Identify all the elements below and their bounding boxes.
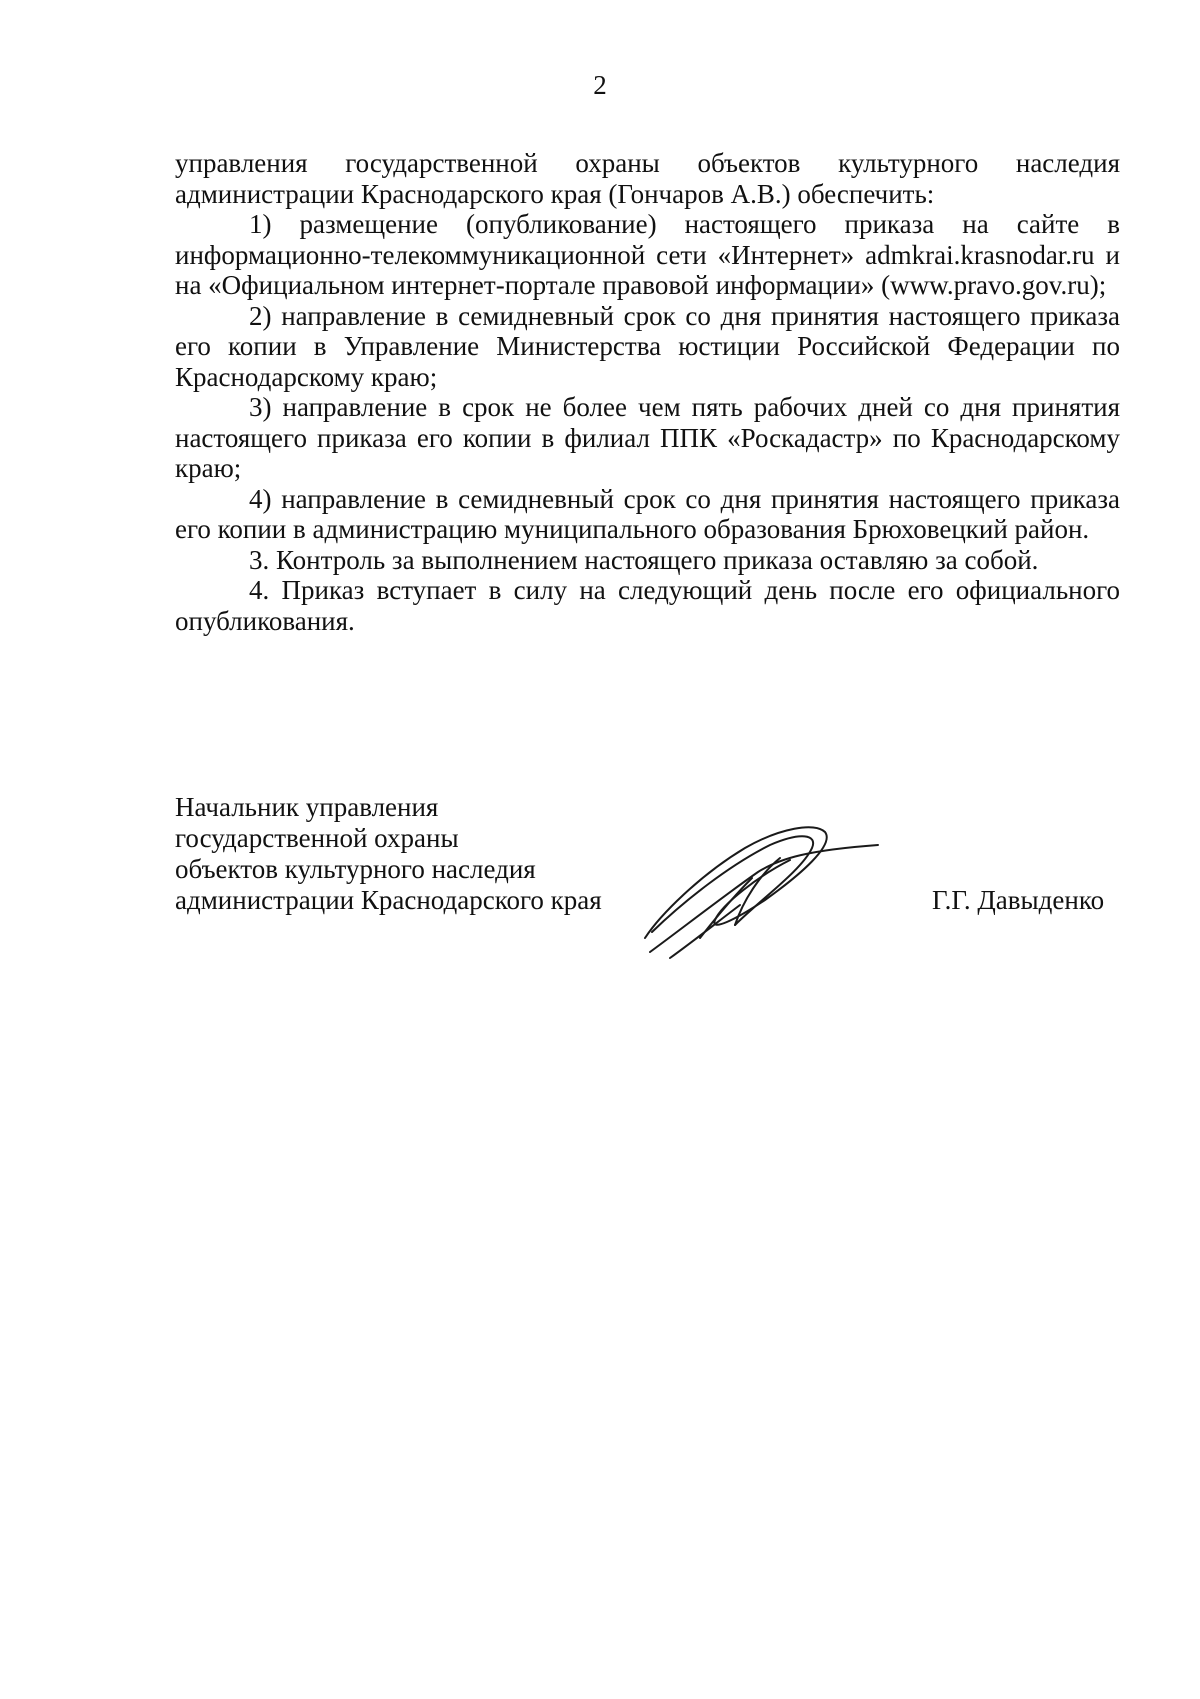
paragraph-item-2: 2) направление в семидневный срок со дня принятия настоящего приказа его копии в Управление Министерства юстиции Российской Федерации по Краснодарскому краю; [175, 300, 1120, 392]
paragraph-item-3: 3) направление в срок не более чем пять рабочих дней со дня принятия настоящего приказа его копии в филиал ППК «Роскадастр» по Краснодарскому краю; [175, 392, 1120, 483]
signer-title-line: администрации Краснодарского края [175, 885, 602, 915]
paragraph-clause-3: 3. Контроль за выполнением настоящего приказа оставляю за собой. [249, 544, 1039, 575]
paragraph-item-4: 4) направление в семидневный срок со дня принятия настоящего приказа его копии в администрацию муниципального образования Брюховецкий район. [175, 483, 1120, 544]
signer-title-line: объектов культурного наследия [175, 854, 536, 884]
document-body [175, 148, 1120, 636]
paragraph-item-1: 1) размещение (опубликование) настоящего приказа на сайте в информационно-телекоммуникационной сети «Интернет» admkrai.krasnodar.ru и на «Официальном интернет-портале правовой информации» (www.pravo.gov.ru); [175, 209, 1120, 300]
signer-title-line: Начальник управления [175, 792, 439, 822]
handwritten-signature [640, 820, 880, 960]
signer-title-line: государственной охраны [175, 823, 459, 853]
paragraph-clause-4: 4. Приказ вступает в силу на следующий день после его официального опубликования. [175, 575, 1120, 636]
signer-name: Г.Г. Давыденко [932, 885, 1105, 915]
signer-title-block [175, 792, 602, 916]
paragraph-continuation: управления государственной охраны объектов культурного наследия администрации Краснодарского края (Гончаров А.В.) обеспечить: [175, 148, 1120, 209]
page-number: 2 [593, 70, 607, 100]
